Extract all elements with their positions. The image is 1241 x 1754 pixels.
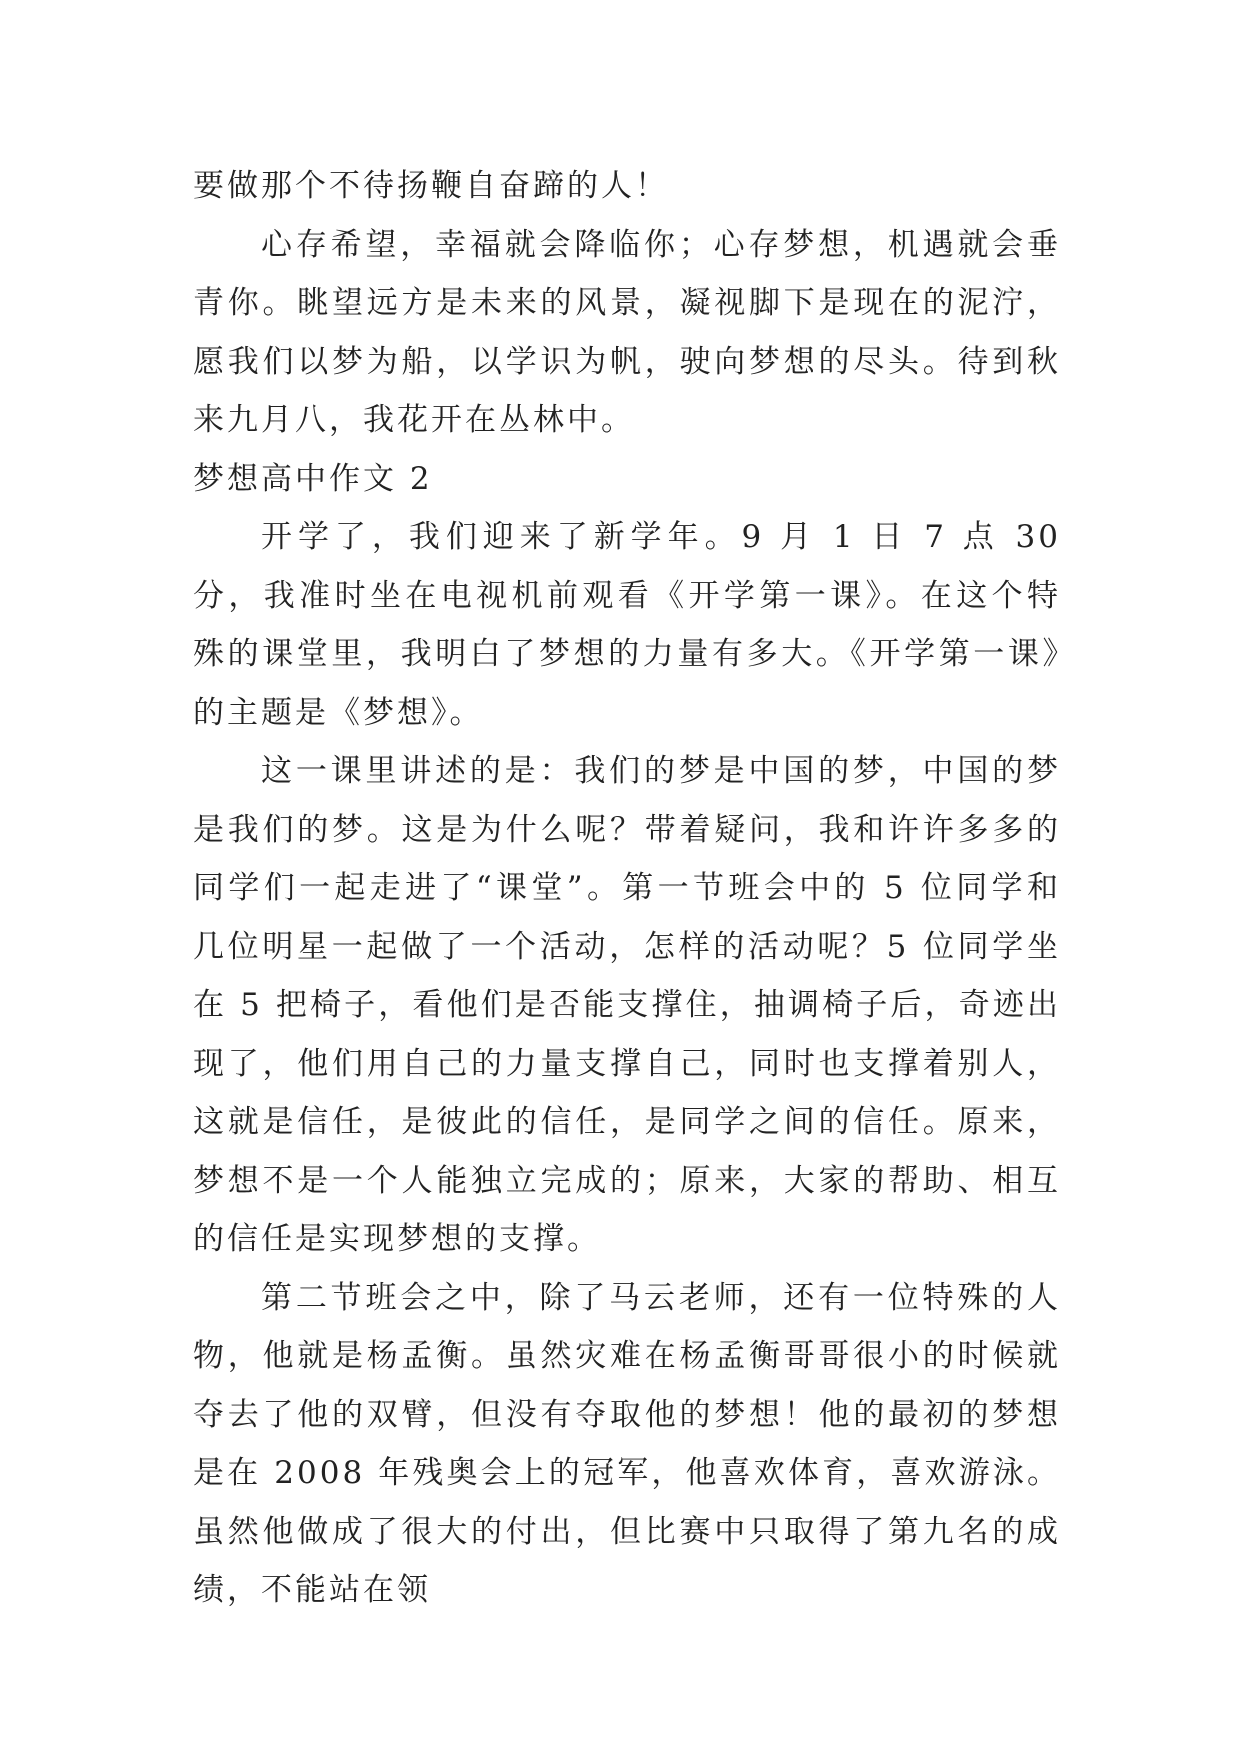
paragraph-school-start: 开学了，我们迎来了新学年。9 月 1 日 7 点 30 分，我准时坐在电视机前观看《开学第一课》。在这个特殊的课堂里，我明白了梦想的力量有多大。《开学第一课》的主题是《梦想》。 [193, 519, 1061, 731]
paragraph-hope-dream: 心存希望，幸福就会降临你；心存梦想，机遇就会垂青你。眺望远方是未来的风景，凝视脚下是现在的泥泞，愿我们以梦为船，以学识为帆，驶向梦想的尽头。待到秋来九月八，我花开在丛林中。 [193, 226, 1061, 438]
paragraph-closing-line: 要做那个不待扬鞭自奋蹄的人！ [193, 168, 669, 204]
document-body [193, 157, 1061, 1620]
essay-heading: 梦想高中作文 2 [193, 460, 433, 497]
paragraph-first-lesson: 这一课里讲述的是：我们的梦是中国的梦，中国的梦是我们的梦。这是为什么呢？带着疑问，我和许许多多的同学们一起走进了“课堂”。第一节班会中的 5 位同学和几位明星一起做了一个活动，怎样的活动呢？5 位同学坐在 5 把椅子，看他们是否能支撑住，抽调椅子后，奇迹出现了，他们用自己的力量支撑自己，同时也支撑着别人，这就是信任，是彼此的信任，是同学之间的信任。原来，梦想不是一个人能独立完成的；原来，大家的帮助、相互的信任是实现梦想的支撑。 [193, 753, 1061, 1257]
paragraph-second-lesson: 第二节班会之中，除了马云老师，还有一位特殊的人物，他就是杨孟衡。虽然灾难在杨孟衡哥哥很小的时候就夺去了他的双臂，但没有夺取他的梦想！他的最初的梦想是在 2008 年残奥会上的冠军，他喜欢体育，喜欢游泳。虽然他做成了很大的付出，但比赛中只取得了第九名的成绩，不能站在领 [193, 1279, 1061, 1608]
